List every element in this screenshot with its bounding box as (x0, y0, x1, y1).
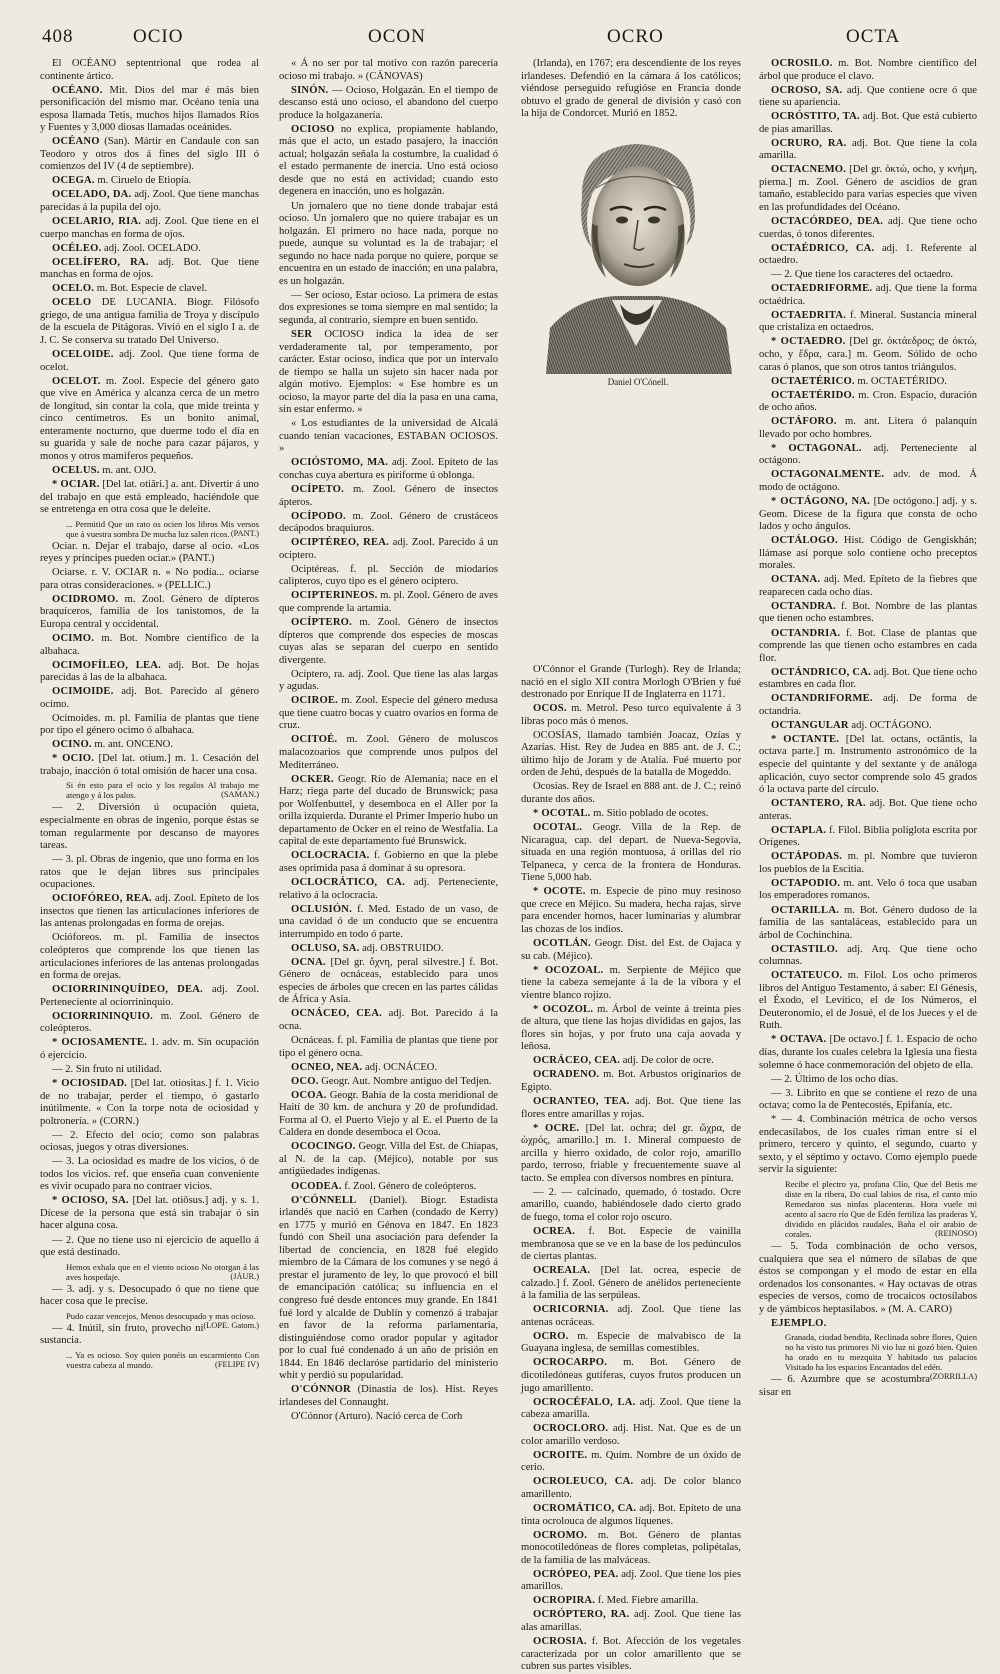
dictionary-entry: O'CÓNNOR (Dinastía de los). Hist. Reyes irlandeses del Connaught. (279, 1384, 498, 1408)
dictionary-entry: OCRÓPEO, PEA. adj. Zool. Que tiene los pies amarillos. (521, 1568, 741, 1593)
quotation-attribution: (ZORRILLA) (930, 1372, 977, 1382)
dictionary-entry: * OCOZOL. m. Árbol de veinte á treinta pies de altura, que tiene las hojas divididas en gajos, las flores sin hojas, y por fruto una caja aovada y leñosa. (521, 1003, 741, 1053)
running-headword-1: OCIO (133, 26, 184, 47)
dictionary-entry: OCLUSIÓN. f. Med. Estado de un vaso, de una cavidad ó de un conducto que se encuentra interrumpido en todo ó parte. (279, 903, 498, 940)
dictionary-entry: OCELO DE LUCANIA. Biogr. Filósofo griego, de una antigua familia de Troya y discípulo de la escuela de Pitágoras. Vivió en el siglo I a. de J. C. Se conserva su tratado Del Universo. (40, 297, 259, 346)
dictionary-entry: Ocimoides. m. pl. Familia de plantas que tiene por tipo el género ocimo ó albahaca. (40, 712, 259, 737)
dictionary-entry: OCELARIO, RIA. adj. Zool. Que tiene en el cuerpo manchas en forma de ojos. (40, 216, 259, 240)
dictionary-entry: OCIPTERINEOS. m. pl. Zool. Género de aves que comprende la artamia. (279, 590, 498, 614)
dictionary-entry: SER OCIOSO indica la idea de ser verdaderamente tal, por temperamento, por carácter. Estar ocioso, indica que por un intervalo de tiempo se halla un sujeto sin hacer nada por algún motivo. Ejemplos: « Ese hombre es un ocioso, la mayor parte del día la pasa en una cama, sin estar enfermo. » (279, 328, 498, 416)
dictionary-entry: OCLUSO, SA. adj. OBSTRUIDO. (291, 942, 444, 954)
dictionary-entry: OCKER. Geogr. Río de Alemania; nace en el Harz; riega parte del ducado de Brunswick; pasa por Wolfenbuttel, y desemboca en el Aller por la orilla izquierda. Durante el Primer Imperio hubo un departamento de Ocker en el reino de Westfalia. La capital de este departamento fué Brunswick. (279, 773, 498, 848)
dictionary-entry: OCOCINGO. Geogr. Villa del Est. de Chiapas, al N. de la cap. (Méjico), notable por sus antigüedades indígenas. (279, 1141, 498, 1178)
dictionary-entry: OCOSÍAS, llamado también Joacaz, Ozías y Azarías. Hist. Rey de Judea en 885 ant. de J. C.; último hijo de Joram y de Atalía. Fué muerto por orden de Jehú, después de la batalla de Mogeddo. (521, 729, 741, 779)
dictionary-entry: OCELOT. m. Zool. Especie del género gato que vive en América y alcanza cerca de un metro de longitud, sin contar la cola, que mide treinta y cinco centímetros. Es un bonito animal, enteramente nocturno, que duerme todo el día en su guarida y sale de noche para cazar pájaros, y monos y otros mamíferos pequeños. (40, 375, 259, 462)
running-headword-3: OCRO (607, 26, 664, 47)
dictionary-entry: Ocíptero, ra. adj. Zool. Que tiene las alas largas y agudas. (279, 668, 498, 693)
dictionary-entry: OCLOCRACIA. f. Gobierno en que la plebe ases oprimida pasa á dominar á su opresora. (279, 850, 498, 874)
dictionary-entry: EJEMPLO. (771, 1317, 827, 1329)
quotation (785, 1179, 977, 1239)
dictionary-entry: OCIMOFÍLEO, LEA. adj. Bot. De hojas parecidas á las de la albahaca. (40, 659, 259, 684)
dictionary-entry: OCOA. Geogr. Bahía de la costa meridional de Haití de 30 km. de anchura y 20 de profundidad. Forma al O. el Puerto Viejo y al E. el Puerto de la Caldera en donde desemboca el Ocoa. (279, 1089, 498, 1139)
dictionary-entry: OCEGA. m. Ciruelo de Etiopía. (52, 175, 192, 187)
dictionary-entry: OCÉANO. Mit. Dios del mar é más bien personificación del mismo mar. Océano tenía una esposa llamada Tetis, muchos hijos llamados Ríos y Fuentes y 3,000 diosas llamadas oceánides. (40, 84, 259, 134)
dictionary-entry: OCROSILO. m. Bot. Nombre científico del árbol que produce el clavo. (759, 58, 977, 82)
dictionary-entry: OCRO. m. Especie de malvabisco de la Guayana inglesa, de semillas comestibles. (521, 1330, 741, 1355)
dictionary-entry: OCELUS. m. ant. OJO. (52, 464, 157, 476)
dictionary-entry: OCTÁFORO. m. ant. Litera ó palanquín llevado por ocho hombres. (759, 416, 977, 440)
dictionary-entry: OCTAETÉRIDO. m. Cron. Espacio, duración de ocho años. (759, 389, 977, 414)
dictionary-entry: OCRÁCEO, CEA. adj. De color de ocre. (533, 1055, 714, 1067)
quotation (66, 1262, 259, 1282)
column-4 (759, 58, 978, 1398)
dictionary-entry: — 2. Diversión ú ocupación quieta, especialmente en obras de ingenio, porque éstas se toman regularmente por descanso de mayores tareas. (40, 802, 259, 852)
dictionary-entry: OCTANDRIA. f. Bot. Clase de plantas que comprende las que tienen ocho estambres en cada flor. (759, 627, 977, 664)
page-number: 408 (42, 26, 74, 47)
dictionary-entry: OCTANGULAR adj. OCTÁGONO. (771, 719, 932, 731)
dictionary-entry: OCIOSO no explica, propiamente hablando, más que el acto, un estado pasajero, la inacción actual; holgazán señala la costumbre, la cualidad ó el estado permanente de inercia. Uno está ocioso desde que no está en actividad; cuando esto degenera en inacción, uno es holgazán. (279, 123, 498, 198)
dictionary-entry: * — 4. Combinación métrica de ocho versos endecasílabos, de los cuales riman entre sí el primero, tercero y quinto, el segundo, cuarto y sexto, y el séptimo y octavo. Como ejemplo puede servir la siguiente: (759, 1114, 977, 1176)
dictionary-entry: OCROPIRA. f. Med. Fiebre amarilla. (533, 1595, 699, 1607)
dictionary-entry: O'CÓNNELL (Daniel). Biogr. Estadista irlandés que nació en Carhen (condado de Kerry) en 1775 y murió en Génova en 1847. En 1823 fundó con Sheil una asociación para defender la libertad de conciencia, en 1828 fué elegido miembro de la Cámara de los comunes y se negó á prestar el juramento de ley, lo que provocó el bill de emancipación católica; su influencia en el congreso fué desde entonces muy grande. En 1841 fué lord y alcalde de Dublín y comenzó á trabajar en favor de la reforma parlamentaria, distinguiéndose como orador popular y agitador por lo cual fué condenado á un año de prisión en 1844. En 1846 declaróse partidario del ministerio whit y perdió su popularidad. (279, 1194, 498, 1382)
quotation-text: Hemos exhala que en el viento ocioso No otorgan á las aves hospedaje. (66, 1261, 259, 1282)
dictionary-entry: OCELADO, DA. adj. Zool. Que tiene manchas parecidas á la pupila del ojo. (40, 189, 259, 214)
dictionary-entry: Ocnáceas. f. pl. Familia de plantas que tiene por tipo el género ocna. (279, 1035, 498, 1059)
dictionary-entry: El OCÉANO septentrional que rodea al continente ártico. (40, 58, 259, 82)
dictionary-entry: OCROLEUCO, CA. adj. De color blanco amarillento. (521, 1476, 741, 1500)
dictionary-entry: * OCTAEDRO. [Del gr. ὀκτάεδρος; de ὀκτώ, ocho, y ἕδρα, cara.] m. Geom. Sólido de ocho caras ó planos, que son otros tantos triángulos. (759, 336, 977, 373)
dictionary-entry: OCRURO, RA. adj. Bot. Que tiene la cola amarilla. (759, 137, 978, 162)
dictionary-entry: OCTANTERO, RA. adj. Bot. Que tiene ocho anteras. (759, 798, 977, 822)
quotation-attribution: (FELIPE IV) (215, 1359, 259, 1369)
dictionary-entry: * OCRE. [Del lat. ochra; del gr. ὤχρα, de ὠχρός, amarillo.] m. 1. Mineral compuesto de arcilla y hierro oxidado, de color rojo, amarillo pardo, terroso, friable y frecuentemente suave al tacto. Se emplea con diversos nombres en pintura. (521, 1122, 742, 1184)
dictionary-entry: (Irlanda), en 1767; era descendiente de los reyes irlandeses. Defendió en la cámara á los católicos; viéndose perseguido refugióse en Francia donde obtuvo el grado de general de división y casó con la hija de Condorcet. Murió en 1852. (521, 58, 741, 120)
quotation (66, 780, 259, 800)
dictionary-entry: OCTÁPODAS. m. pl. Nombre que tuvieron los pueblos de la Escitia. (759, 851, 977, 875)
dictionary-entry: O'Cónnor (Arturo). Nació cerca de Corh (291, 1410, 463, 1422)
dictionary-entry: OCRICORNIA. adj. Zool. Que tiene las antenas ocráceas. (521, 1304, 741, 1328)
dictionary-entry: OCTÁNDRICO, CA. adj. Bot. Que tiene ocho estambres en cada flor. (759, 666, 977, 691)
dictionary-entry: OCIORRININQUÍDEO, DEA. adj. Zool. Perteneciente al ociorrininquio. (40, 984, 259, 1008)
dictionary-entry: — 2. Efecto del ocio; como son palabras ociosas, juegos y otras diversiones. (40, 1129, 259, 1154)
quotation-attribution: (JÁUR.) (230, 1271, 259, 1281)
dictionary-entry: OCOTLÁN. Geogr. Dist. del Est. de Oajaca y su cab. (Méjico). (521, 937, 741, 962)
quotation-attribution: (PANT.) (230, 528, 259, 538)
quotation-text: Granada, ciudad bendita, Reclinada sobre flores, Quien no ha visto tus primores Ni vio luz ni gozó bien. Quien ha orado en tu mezquita Y habitado tus palacios Visitado ha los espacios Encantados del edén. (785, 1332, 977, 1373)
dictionary-entry: OCROCLORO. adj. Hist. Nat. Que es de un color amarillo verdoso. (521, 1423, 741, 1447)
dictionary-entry: OCTAEDRITA. f. Mineral. Sustancia mineral que cristaliza en octaedros. (759, 309, 977, 334)
dictionary-entry: * OCTAVA. [De octavo.] f. 1. Espacio de ocho días, durante los cuales celebra la Iglesia una fiesta solemne ó hace conmemoración del objeto de ella. (759, 1034, 977, 1071)
dictionary-entry: OCOTAL. Geogr. Villa de la Rep. de Nicaragua, cap. del depart. de Nueva-Segovia, situada en una región montuosa, á orillas del río Telpaneca, y cerca de la frontera de Honduras. Tiene 5,000 hab. (521, 822, 741, 884)
dictionary-entry: OCTÁLOGO. Hist. Código de Gengiskhán; llámase así porque solo contiene ocho preceptos morales. (759, 535, 977, 572)
dictionary-entry: OCROMÁTICO, CA. adj. Bot. Epíteto de una tinta ocrolouca de algunos líquenes. (521, 1503, 741, 1527)
dictionary-entry: OCOS. m. Metrol. Peso turco equivalente á 3 libras poco más ó menos. (521, 703, 741, 727)
dictionary-entry: OCREALA. [Del lat. ocrea, especie de calzado.] f. Zool. Género de anélidos perteneciente á la familia de las serpúleas. (521, 1265, 741, 1302)
dictionary-entry: — 2. — calcinado, quemado, ó tostado. Ocre amarillo, cuando, habiéndosele dado cierto grado de fuego, toma el color rojo oscuro. (521, 1186, 741, 1223)
dictionary-entry: OCÉANO (San). Mártir en Candaule con san Teodoro y otros dos á fines del siglo III ó comienzos del IV (4 de septiembre). (40, 136, 259, 173)
dictionary-entry: OCROMO. m. Bot. Género de plantas monocotiledóneas de flores completas, polipétalas, de la familia de las malváceas. (521, 1529, 741, 1566)
dictionary-entry: — 5. Toda combinación de ocho versos, cualquiera que sea el número de sílabas de que éstos se compongan y el modo de estar en ella ordenados los consonantes. « Hay octavas de otras especies de versos, como de trocaicos octosílabos y de yámbicos heptasílabos. » (M. A. CARO) (759, 1240, 977, 1315)
dictionary-entry: OCRÓPTERO, RA. adj. Zool. Que tiene las alas amarillas. (521, 1609, 741, 1633)
quotation-attribution: (REINOSO) (935, 1228, 977, 1238)
dictionary-entry: — 2. Que no tiene uso ni ejercicio de aquello á que está destinado. (40, 1234, 259, 1259)
dictionary-entry: OCTANDRA. f. Bot. Nombre de las plantas que tienen ocho estambres. (759, 600, 977, 625)
dictionary-entry: OCTACNEMO. [Del gr. ὀκτώ, ocho, y κνήμη, pierna.] m. Zool. Género de ascidios de gran tamaño, establecido para varias especies que viven en las profundidades del Océano. (759, 164, 977, 214)
dictionary-entry: OCIMOIDE. adj. Bot. Parecido al género ocimo. (40, 686, 259, 710)
dictionary-entry: OCTAGONALMENTE. adv. de mod. Á modo de octágono. (759, 469, 977, 493)
dictionary-entry: OCREA. f. Bot. Especie de vainilla membranosa que se ve en la base de los pedúnculos de ciertas plantas. (521, 1226, 741, 1263)
quotation-text: Si én esto para el ocio y los regalos Al trabajo me atengo y á los palos. (66, 780, 259, 801)
dictionary-entry: OCRÓSTITO, TA. adj. Bot. Que está cubierto de pias amarillas. (759, 111, 977, 135)
dictionary-entry: OCROCARPO. m. Bot. Género de dicotiledóneas gutíferas, cuyos frutos producen un jugo amarillento. (521, 1357, 741, 1394)
dictionary-entry: OCELOIDE. adj. Zool. Que tiene forma de ocelot. (40, 349, 259, 373)
dictionary-entry: * OCIOSAMENTE. 1. adv. m. Sin ocupación ó ejercicio. (40, 1037, 259, 1061)
dictionary-entry: OCROSO, SA. adj. Que contiene ocre ó que tiene su apariencia. (759, 84, 977, 109)
dictionary-entry: OCNEO, NEA. adj. OCNÁCEO. (291, 1061, 438, 1073)
dictionary-entry: — 3. adj. y s. Desocupado ó que no tiene que hacer cosa que le precise. (40, 1283, 259, 1308)
dictionary-entry: OCODEA. f. Zool. Género de coleópteros. (291, 1180, 477, 1192)
dictionary-entry: Ociarse. r. V. OCIAR n. « No podía... ociarse para otras consideraciones. » (PELLIC.) (40, 567, 259, 591)
dictionary-entry: Un jornalero que no tiene donde trabajar está ocioso. Un jornalero que no quiere trabajar es un holgazán. El primero no hace nada, porque no puede, aunque su voluntad es la de trabajar; el segundo no hace nada porque no quiere, porque se encuentra en un estado de inacción; en una palabra, es un holgazán. (279, 200, 498, 287)
dictionary-entry: — 2. Sin fruto ni utilidad. (52, 1063, 162, 1075)
dictionary-entry: OCTANA. adj. Med. Epíteto de la fiebres que reaparecen cada ocho días. (759, 574, 977, 598)
dictionary-entry: OCRADENO. m. Bot. Arbustos originarios de Egipto. (521, 1069, 741, 1093)
quotation-attribution: (SAMAN.) (221, 790, 259, 800)
dictionary-entry: OCÍPODO. m. Zool. Género de crustáceos decápodos braquiuros. (279, 510, 498, 535)
dictionary-entry: * OCOTE. m. Especie de pino muy resinoso que crece en Méjico. Su madera, hecha rajas, sirve para encender hornos, hacer luminarias y alumbrar las chozas de los indios. (521, 886, 741, 935)
dictionary-entry: « Á no ser por tal motivo con razón parecería ocioso mi trabajo. » (CÁNOVAS) (279, 58, 498, 82)
dictionary-entry: OCO. Geogr. Aut. Nombre antiguo del Tedjen. (291, 1075, 492, 1087)
dictionary-entry: — Ser ocioso, Estar ocioso. La primera de estas dos expresiones se toma siempre en mal sentido; la segunda, al contrario, siempre en buen sentido. (279, 289, 498, 326)
dictionary-entry: OCROITE. m. Quím. Nombre de un óxido de cerio. (521, 1449, 741, 1474)
dictionary-entry: OCELO. m. Bot. Especie de clavel. (52, 283, 208, 295)
dictionary-entry: OCELÍFERO, RA. adj. Bot. Que tiene manchas en forma de ojos. (40, 256, 259, 281)
quotation (66, 519, 259, 539)
dictionary-entry: « Los estudiantes de la universidad de Alcalá cuando tenían vacaciones, ESTABAN OCIOSOS. » (279, 418, 498, 455)
column-2 (279, 58, 499, 1422)
dictionary-entry: OCTAPODIO. m. ant. Velo ó toca que usaban los emperadores romanos. (759, 877, 977, 902)
dictionary-entry: — 3. La ociosidad es madre de los vicios, ó de todos los vicios. ref. que enseña cuan conveniente es vivir ocupado para no contraer vicios. (40, 1156, 259, 1193)
dictionary-entry: OCÉLEO. adj. Zool. OCELADO. (52, 242, 201, 254)
dictionary-entry: OCROSIA. f. Bot. Afección de los vegetales caracterizada por un color amarillento que se cubren sus partes visibles. (521, 1635, 741, 1673)
dictionary-entry: OCNA. [Del gr. ὄχνη, peral silvestre.] f. Bot. Género de ocnáceas, establecido para unos especies de árboles que crecen en las partes cálidas de África y Asia. (279, 956, 498, 1006)
dictionary-entry: OCTAÉDRICO, CA. adj. 1. Referente al octaedro. (759, 242, 977, 267)
dictionary-entry: OCTAPLA. f. Filol. Biblia políglota escrita por Orígenes. (759, 824, 977, 849)
dictionary-entry: — 6. Azumbre que se acostumbra sisar en (759, 1374, 931, 1398)
dictionary-entry: * OCIO. [Del lat. otium.] m. 1. Cesación del trabajo, inacción ó total omisión de hacer una cosa. (40, 753, 259, 777)
dictionary-entry: — 2. Que tiene los caracteres del octaedro. (771, 269, 954, 281)
dictionary-entry: OCTASTILO. adj. Arq. Que tiene ocho columnas. (759, 943, 977, 968)
dictionary-entry: SINÓN. — Ocioso, Holgazán. En el tiempo de descanso está uno ocioso, el abandono del cuerpo produce la holgazanería. (279, 84, 498, 121)
quotation (785, 1332, 977, 1382)
dictionary-entry: * OCTANTE. [Del lat. octans, octāntis, la octava parte.] m. Instrumento astronómico de la especie del quintante y del sextante y de análoga aplicación, cuyo sector comprende solo 45 grados ó la octava parte del círculo. (759, 733, 977, 796)
dictionary-entry: OCTARILLA. m. Bot. Género dudoso de la familia de las santaláceas, establecido para un árbol de Cochinchina. (759, 904, 977, 941)
dictionary-entry: — 2. Último de los ocho días. (771, 1073, 899, 1085)
dictionary-entry: Ocióforeos. m. pl. Familia de insectos coleópteros que comprende los que tienen las articulaciones inferiores de las antenas prolongadas en forma de orejas. (40, 932, 259, 982)
dictionary-entry: O'Cónnor el Grande (Turlogh). Rey de Irlanda; nació en el siglo XII contra Morlogh O'Brien y fué destronado por Enrique II de Inglaterra en 1171. (521, 664, 741, 701)
column-3-top (521, 58, 741, 120)
dictionary-entry: OCINO. m. ant. ONCENO. (52, 739, 173, 751)
dictionary-entry: — 3. Librito en que se contiene el rezo de una octava; como la de Pentecostés, Epifanía, etc. (759, 1087, 977, 1112)
dictionary-entry: OCTATEUCO. m. Filol. Los ocho primeros libros del Antiguo Testamento, á saber: El Génesis, el Éxodo, el Levítico, el de los Números, el Deuteronomio, el de Josué, el de los Jueces y el de Ruth. (759, 970, 977, 1032)
dictionary-entry: * OCIOSO, SA. [Del lat. otiōsus.] adj. y s. 1. Dícese de la persona que está sin trabajar ó sin hacer alguna cosa. (40, 1195, 260, 1232)
dictionary-entry: OCIPTÉREO, REA. adj. Zool. Parecido á un ociptero. (279, 537, 498, 561)
dictionary-entry: OCITOÉ. m. Zool. Género de moluscos malacozoarios que comprende unos pulpos del Mediterráneo. (279, 734, 498, 771)
dictionary-entry: OCIMO. m. Bot. Nombre científico de la albahaca. (40, 632, 259, 657)
dictionary-entry: * OCTAGONAL. adj. Perteneciente al octágono. (759, 442, 977, 467)
dictionary-entry: OCRANTEO, TEA. adj. Bot. Que tiene las flores entre amarillas y rojas. (521, 1096, 741, 1120)
dictionary-entry: OCIROE. m. Zool. Especie del género medusa que tiene cuatro bocas y cuatro ovarios en forma de cruz. (279, 695, 498, 732)
dictionary-entry: OCNÁCEO, CEA. adj. Bot. Parecido á la ocna. (279, 1008, 499, 1032)
dictionary-entry: * OCOTAL. m. Sitio poblado de ocotes. (533, 808, 709, 820)
quotation-text: ... Ya es ocioso. Soy quien ponéis un escarmiento Con vuestra cabeza al mundo. (66, 1349, 259, 1370)
dictionary-entry: * OCOZOAL. m. Serpiente de Méjico que tiene la cabeza semejante á la de la víbora y el vientre blanco rojizo. (521, 964, 741, 1001)
dictionary-entry: — 3. pl. Obras de ingenio, que uno forma en los ratos que le dejan libres sus principales ocupaciones. (40, 854, 259, 891)
dictionary-entry: OCROCÉFALO, LA. adj. Zool. Que tiene la cabeza amarilla. (521, 1396, 741, 1421)
dictionary-entry: OCIORRININQUIO. m. Zool. Género de coleópteros. (40, 1010, 259, 1035)
column-1 (40, 58, 260, 1370)
dictionary-entry: OCTACÓRDEO, DEA. adj. Que tiene ocho cuerdas, ó tonos diferentes. (759, 216, 977, 240)
dictionary-entry: OCIDROMO. m. Zool. Género de dípteros braquíceros, familia de los tanistomos, de la Europa central y occidental. (40, 593, 259, 630)
running-headword-4: OCTA (846, 26, 901, 47)
dictionary-entry: * OCIOSIDAD. [Del lat. otiositas.] f. 1. Vicio de no trabajar, perder el tiempo, ó gastarlo inútilmente. « Con la torpe nota de ociosidad y poltronería. » (CORN.) (40, 1077, 259, 1127)
portrait-caption: Daniel O'Cónell. (607, 377, 669, 387)
dictionary-entry: OCÍPTERO. m. Zool. Género de insectos dípteros que comprende dos especies de moscas cuyas alas se separan del cuerpo en sentido divergente. (279, 617, 498, 666)
dictionary-entry: OCLOCRÁTICO, CA. adj. Perteneciente, relativo á la oclocracia. (279, 876, 498, 901)
quotation-text: ... Permitid Que un rato os ocien los libros Mis versos que á vuestra sombra De mucha luz salen ricos. (66, 518, 259, 539)
dictionary-entry: OCTAEDRIFORME. adj. Que tiene la forma octaédrica. (759, 283, 977, 307)
running-headword-2: OCON (368, 26, 426, 47)
dictionary-entry: OCTAETÉRICO. m. OCTAETÉRIDO. (771, 375, 947, 387)
column-3 (521, 664, 742, 1673)
dictionary-entry: OCIÓSTOMO, MA. adj. Zool. Epíteto de las conchas cuya abertura es piriforme ú oblonga. (279, 457, 498, 481)
dictionary-entry: OCTANDRIFORME. adj. De forma de octandria. (759, 693, 977, 717)
dictionary-entry: — 4. Inútil, sin fruto, provecho ni sustancia. (40, 1322, 204, 1347)
dictionary-entry: Ociar. n. Dejar el trabajo, darse al ocio. «Los reyes y príncipes pueden ociar.» (PANT.) (40, 540, 259, 565)
quotation (66, 1350, 259, 1370)
quotation-text: Pudo cazar vencejos, Menos desocupado y mas ocioso. (66, 1310, 256, 1321)
dictionary-entry: * OCIAR. [Del lat. otiāri.] a. ant. Divertir á uno del trabajo en que está empleado, haciéndole que se entretenga en otra cosa que le deleite. (40, 479, 259, 516)
dictionary-entry: Ociptéreas. f. pl. Sección de miodarios calipteros, cuyo tipo es el género ociptero. (279, 563, 498, 588)
dictionary-entry: OCÍPETO. m. Zool. Género de insectos ápteros. (279, 484, 498, 508)
dictionary-entry: * OCTÁGONO, NA. [De octógono.] adj. y s. Geom. Dícese de la figura que consta de ocho lados y ocho ángulos. (759, 496, 977, 533)
dictionary-entry: OCIOFÓREO, REA. adj. Zool. Epíteto de los insectos que tienen las articulaciones inferiores de las antenas prolongadas en forma de orejas. (40, 893, 260, 930)
quotation-attribution: (LOPE. Gatom.) (203, 1320, 259, 1330)
quotation-text: Recibe el plectro ya, profana Clío, Que del Betis me diste en la ribera, Do cual labios de risa, el canto mío Remedaron sus ninfas placenteras. Hora vuele mi acento al sacro río Que de Edén fertiliza las praderas Y, dividido en plácidos raudales, Baña el oír arabio de corales. (785, 1178, 977, 1239)
dictionary-entry: Ocosías. Rey de Israel en 888 ant. de J. C.; reinó durante dos años. (521, 781, 741, 805)
quotation (66, 1310, 259, 1330)
portrait-engraving (536, 128, 738, 374)
